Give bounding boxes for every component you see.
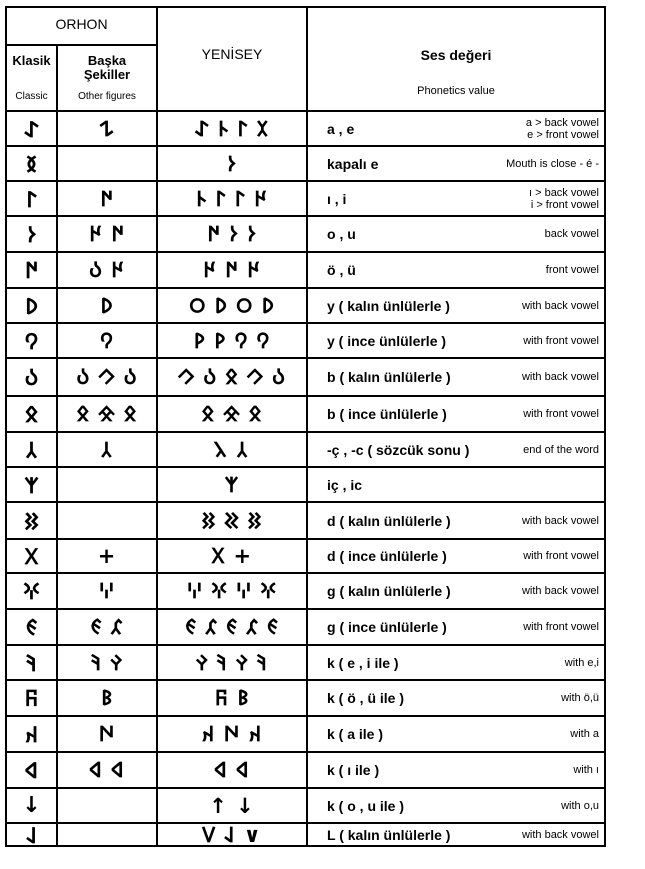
phonetic-note-line: a > back vowel xyxy=(525,116,599,129)
table-row xyxy=(7,574,604,608)
sound-value: iç , ic xyxy=(327,476,363,493)
sound-value: g ( ince ünlülerle ) xyxy=(327,619,447,635)
phonetic-note-line: with e,i xyxy=(564,656,599,669)
phonetic-note-line: with back vowel xyxy=(521,828,599,841)
table-row xyxy=(7,433,604,466)
table-row xyxy=(7,646,604,679)
table-row xyxy=(7,289,604,322)
other-figures: 𐰋 𐰌 𐰋 xyxy=(76,402,138,426)
phonetic-note-line: ı > back vowel xyxy=(528,186,599,199)
other-figures: 𐰇 𐰈 xyxy=(89,222,125,246)
header-klasik: Klasik xyxy=(12,53,51,68)
phonetic-note xyxy=(467,610,599,644)
classic-glyph: 𐰅 xyxy=(25,152,38,178)
divider xyxy=(7,44,156,46)
phonetic-note-line: with ö,ü xyxy=(561,692,599,704)
phonetic-note-line: with a xyxy=(570,728,599,740)
classic-glyph: 𐰍 xyxy=(23,580,40,605)
phonetic-note xyxy=(467,324,599,357)
sound-value: y ( ince ünlülerle ) xyxy=(327,332,447,349)
sound-value: kapalı e xyxy=(327,155,379,172)
table-row xyxy=(7,717,604,751)
sound-value: y ( kalın ünlülerle ) xyxy=(327,297,450,314)
table-row xyxy=(7,610,604,644)
classic-glyph: 𐰃 xyxy=(26,187,37,213)
other-figures: 𐰎 xyxy=(98,579,116,603)
phonetic-note-line: with back vowel xyxy=(521,514,599,527)
sound-value: ı , i xyxy=(327,190,347,207)
phonetic-note-line: with back vowel xyxy=(521,299,599,312)
classic-glyph: 𐰏 xyxy=(25,616,37,641)
sound-value: k ( e , i ile ) xyxy=(327,654,399,671)
phonetic-note-line: i > front vowel xyxy=(530,198,599,211)
phonetic-note-line: with back vowel xyxy=(521,371,599,383)
table-row xyxy=(7,822,604,849)
classic-glyph: 𐰶 xyxy=(24,759,39,784)
other-figures: 𐰶 𐰶 xyxy=(89,758,125,782)
header-baska-line1: Başka xyxy=(87,53,127,68)
phonetic-note xyxy=(467,540,599,572)
other-figures xyxy=(58,503,156,538)
table-row xyxy=(7,789,604,822)
classic-glyph: 𐰑 xyxy=(24,509,39,535)
sound-value: b ( ince ünlülerle ) xyxy=(327,406,447,422)
yenisey-glyphs: 𐰋 𐰌 𐰋 xyxy=(201,402,263,426)
other-figures: 𐰖 xyxy=(100,293,114,318)
yenisey-glyphs: 𐰈 𐰃 𐰃 𐰄 xyxy=(196,186,268,211)
yenisey-glyphs: 𐰓 + xyxy=(211,544,253,568)
other-figures xyxy=(58,824,156,845)
header-ses: Ses değeri xyxy=(420,47,492,63)
phonetic-note-line: front vowel xyxy=(545,264,599,276)
other-figures xyxy=(58,789,156,822)
other-figures: 𐰈 𐰉 xyxy=(89,258,125,282)
sound-value: k ( o , u ile ) xyxy=(327,797,405,814)
phonetic-note xyxy=(467,182,599,215)
phonetic-note-line: Mouth is close - é - xyxy=(506,157,599,170)
other-figures: 𐰐 𐰏 xyxy=(90,615,124,639)
sound-value: a , e xyxy=(327,120,355,137)
classic-glyph: 𐰞 xyxy=(26,823,37,849)
table-row xyxy=(7,217,604,251)
classic-glyph: 𐰖 xyxy=(25,294,38,320)
table-row xyxy=(7,397,604,431)
classic-glyph: ↓ xyxy=(22,793,41,818)
classic-glyph: 𐰆 xyxy=(26,223,37,248)
phonetic-note-line: with front vowel xyxy=(523,334,599,347)
phonetic-note-line: with front vowel xyxy=(523,621,599,633)
sound-value: k ( ö , ü ile ) xyxy=(327,690,405,706)
classic-glyph: 𐰴 xyxy=(24,723,39,748)
other-figures: 𐰛 𐰚 xyxy=(91,650,123,675)
other-figures: 𐰘 xyxy=(100,328,114,353)
phonetic-note xyxy=(467,433,599,466)
table-row xyxy=(7,182,604,215)
yenisey-glyphs: ↑ ↓ xyxy=(209,793,255,818)
header-orhon: ORHON xyxy=(55,16,108,32)
phonetic-note xyxy=(467,112,599,145)
phonetic-note-line: with front vowel xyxy=(523,550,599,562)
phonetic-note xyxy=(467,217,599,251)
yenisey-glyphs: 𐰚 𐰛 𐰚 𐰛 xyxy=(196,650,268,675)
yenisey-glyphs: 𐰂 𐰃 𐰄 𐰀 xyxy=(194,116,270,141)
phonetic-note-line: with o,u xyxy=(561,799,599,812)
phonetic-note xyxy=(467,397,599,431)
yenisey-glyphs: 𐰑 𐰒 𐰑 xyxy=(202,508,262,533)
yenisey-glyphs: 𐰞 𐰟 ∨ xyxy=(202,822,262,847)
table-row xyxy=(7,324,604,357)
sound-value: k ( ı ile ) xyxy=(327,762,380,778)
phonetic-note xyxy=(467,253,599,287)
table-row xyxy=(7,503,604,538)
phonetic-note xyxy=(467,468,599,501)
classic-glyph: 𐰘 xyxy=(24,329,39,355)
sound-value: -ç , -c ( sözcük sonu ) xyxy=(327,441,470,458)
sound-value: L ( kalın ünlülerle ) xyxy=(327,826,451,843)
classic-glyph: 𐰲 xyxy=(25,438,38,464)
other-figures: 𐰝 xyxy=(101,686,113,710)
phonetic-note xyxy=(467,789,599,822)
table-row xyxy=(7,468,604,501)
yenisey-glyphs: 𐰲 𐰳 xyxy=(215,437,249,462)
alphabet-table xyxy=(5,6,606,847)
yenisey-glyphs: 𐰴 𐰵 𐰴 xyxy=(201,722,263,746)
yenisey-glyphs: 𐰶 𐰶 xyxy=(214,758,250,782)
classic-glyph: 𐰀 xyxy=(24,117,39,143)
other-figures: 𐰲 xyxy=(100,437,114,462)
sound-value: b ( kalın ünlülerle ) xyxy=(327,369,451,385)
yenisey-glyphs: 𐰈 𐰇 𐰈 xyxy=(203,258,261,282)
classic-glyph: 𐰚 xyxy=(26,651,37,677)
phonetic-note xyxy=(467,717,599,751)
phonetic-note xyxy=(467,824,599,845)
classic-glyph: 𐰋 xyxy=(25,403,38,428)
table-row xyxy=(7,253,604,287)
table-row xyxy=(7,112,604,145)
classic-glyph: 𐰜 xyxy=(24,687,39,712)
yenisey-glyphs: 𐰖 𐰗 𐰖 𐰗 xyxy=(189,293,275,318)
phonetic-note xyxy=(467,681,599,715)
yenisey-glyphs: 𐰆 xyxy=(227,151,237,176)
phonetic-note-line: with front vowel xyxy=(523,408,599,420)
phonetic-note-line: back vowel xyxy=(544,228,599,240)
sound-value: g ( kalın ünlülerle ) xyxy=(327,583,451,599)
sound-value: d ( ince ünlülerle ) xyxy=(327,548,447,564)
classic-glyph: 𐰇 xyxy=(24,259,39,284)
header-baska-line2: Şekiller xyxy=(83,67,131,82)
header-ses-sub: Phonetics value xyxy=(417,85,495,97)
sound-value: k ( a ile ) xyxy=(327,726,384,742)
classic-glyph: 𐰓 xyxy=(25,545,38,570)
yenisey-glyphs: 𐰘 𐰘 𐰙 𐰙 xyxy=(193,328,271,353)
yenisey-glyphs: 𐰆 𐰆 𐰇 xyxy=(207,222,257,246)
phonetic-note xyxy=(467,646,599,679)
sound-value: o , u xyxy=(327,226,356,242)
yenisey-glyphs: 𐰱 xyxy=(225,472,239,497)
other-figures: + xyxy=(97,544,117,568)
table-row xyxy=(7,359,604,395)
phonetic-note xyxy=(467,503,599,538)
phonetic-note xyxy=(467,359,599,395)
table-row xyxy=(7,681,604,715)
yenisey-glyphs: 𐰉 𐰊 𐰋 𐰉 𐰊 xyxy=(178,365,286,389)
other-figures: 𐰵 xyxy=(98,722,116,746)
yenisey-glyphs: 𐰏 𐰐 𐰏 𐰐 𐰏 xyxy=(185,615,279,639)
other-figures xyxy=(58,468,156,501)
phonetic-note xyxy=(467,289,599,322)
classic-glyph: 𐰉 xyxy=(24,366,39,391)
header-baska-sub: Other figures xyxy=(78,91,136,102)
phonetic-note-line: e > front vowel xyxy=(527,128,599,141)
sound-value: d ( kalın ünlülerle ) xyxy=(327,512,451,529)
other-figures: 𐰁 xyxy=(99,116,115,141)
other-figures: 𐰉 𐰊 𐰉 xyxy=(76,365,138,389)
phonetic-note-line: with ı xyxy=(573,764,599,776)
table-row xyxy=(7,753,604,787)
phonetic-note-line: with back vowel xyxy=(521,585,599,597)
yenisey-glyphs: 𐰍 𐰎 𐰍 𐰎 xyxy=(187,579,277,603)
classic-glyph: 𐰱 xyxy=(24,473,39,499)
other-figures: 𐰇 xyxy=(100,186,114,211)
header-yenisey: YENİSEY xyxy=(201,46,263,62)
yenisey-glyphs: 𐰝 𐰜 xyxy=(214,686,250,710)
phonetic-note xyxy=(467,147,599,180)
header-klasik-sub: Classic xyxy=(15,91,48,102)
sound-value: ö , ü xyxy=(327,262,356,278)
phonetic-note xyxy=(467,574,599,608)
table-row xyxy=(7,147,604,180)
phonetic-note-line: end of the word xyxy=(523,443,599,456)
other-figures xyxy=(58,147,156,180)
phonetic-note xyxy=(467,753,599,787)
table-row xyxy=(7,540,604,572)
